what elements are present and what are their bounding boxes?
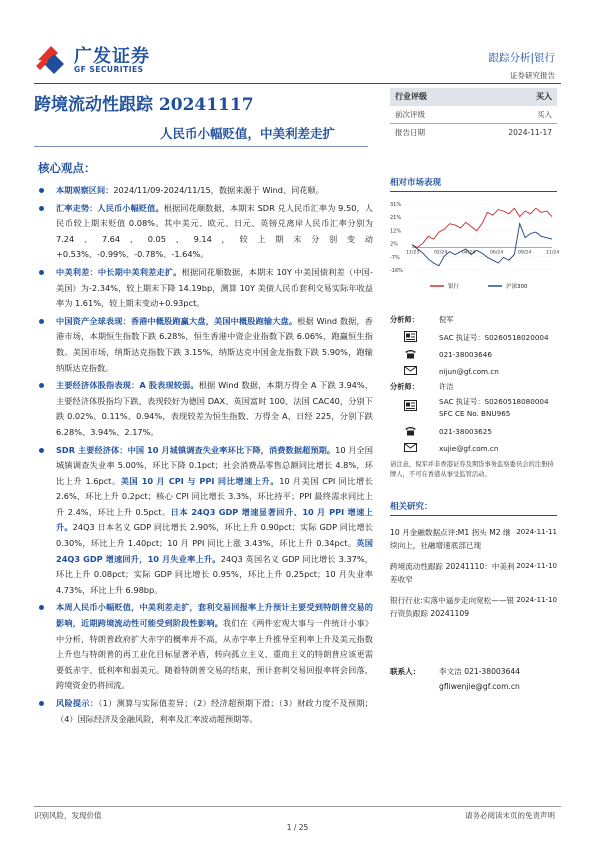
contact-role: 联系人： <box>390 667 421 676</box>
item-text: 24Q3 日本名义 GDP 同比增长 2.90%，环比上升 0.90pct；实际 GDP 同比增长 0.30%，环比上升 1.40pct；10 月 PPI 同比上涨 3.43%，环比上升 0.34pct。 <box>56 522 373 549</box>
analyst-name: 许洁 <box>439 382 454 391</box>
market-title: 相对市场表现 <box>390 176 557 192</box>
analyst-email: xujie@gf.com.cn <box>439 444 499 453</box>
item-text: 根据同花顺数据，本期末 10Y 中美国债利差（中国-美国）为-2.34%，较上期末下降 14.19bp，测算 10Y 美债人民币套利交易实际年收益率为 1.61%，较上期末变动+0.93pct。 <box>56 266 373 309</box>
item-head: 本周人民币小幅贬值，中美利差走扩，套利交易回报率上升预计主要受到特朗普交易的影响，近期跨境流动性可能受到阶段性影响。 <box>56 602 373 629</box>
related-title: 相关研究： <box>390 500 557 516</box>
analyst-phone: 021-38003625 <box>439 427 492 436</box>
report-date-row <box>390 124 557 142</box>
related-date: 2024-11-11 <box>516 528 557 536</box>
core-item <box>38 314 373 376</box>
series-line <box>412 208 552 247</box>
item-head: 汇率走势：人民币小幅贬值。 <box>56 202 164 213</box>
related-list <box>390 526 557 620</box>
core-views-title: 核心观点： <box>38 161 96 175</box>
report-date-label: 报告日期 <box>395 128 425 137</box>
legend-label: 沪深300 <box>506 284 528 290</box>
rating-box <box>390 88 557 142</box>
logo-text-cn: 广发证券 <box>74 46 150 67</box>
core-item <box>38 201 373 263</box>
item-text: 根据 Wind 数据，香港市场，本期恒生指数下跌 6.28%，恒生香港中资企业指数下跌 6.06%，跑赢恒生指数。美国市场，纳斯达克指数下跌 3.15%，纳斯达克中国金龙指数下跌 5.90%，跑输纳斯达克指数。 <box>56 315 373 373</box>
core-item <box>38 265 373 312</box>
item-head: 中国资产全球表现：香港中概股跑赢大盘，美国中概股跑输大盘。 <box>56 315 298 326</box>
contact-card <box>390 666 557 691</box>
item-text: 10 月美国 CPI 同比增长 2.6%，环比上升 0.2pct；核心 CPI 同比增长 3.3%，环比持平；PPI 最终需求同比上升 2.4%，环比上升 0.5pct。 <box>56 475 373 517</box>
gf-logo <box>34 40 164 80</box>
related-item[interactable] <box>390 560 557 586</box>
related-item[interactable] <box>390 594 557 620</box>
header-divider <box>34 83 561 84</box>
y-tick-label: 12% <box>390 228 402 235</box>
report-type: 证券研究报告 <box>510 71 555 80</box>
core-item <box>38 600 373 694</box>
item-head: 主要经济体股指表现：A 股表现较弱。 <box>56 380 199 391</box>
footer-divider <box>34 806 561 807</box>
item-head: 美国 10 月 CPI 与 PPI 同比增速上升。 <box>120 475 280 486</box>
core-views <box>38 183 373 729</box>
x-tick-label: 06/24 <box>490 250 504 256</box>
item-text: （1）测算与实际值差异；（2）经济超预期下滑；（3）财政力度不及预期；（4）国际经济及金融风险，利率及汇率波动超预期等。 <box>56 698 373 724</box>
analyst-cert: SAC 执证号：S0260518020004 <box>439 333 549 342</box>
analyst-role: 分析师： <box>390 315 419 324</box>
analyst-cert: SAC 执证号：S0260518080004 <box>439 397 549 406</box>
rating-label: 行业评级 <box>395 92 427 101</box>
footer-disclaimer: 请务必阅读末页的免责声明 <box>465 811 555 820</box>
analyst-email: nijun@gf.com.cn <box>439 367 499 376</box>
y-tick-label: 21% <box>390 215 402 222</box>
rating-value: 买入 <box>536 92 552 101</box>
core-item <box>38 183 373 199</box>
logo-text-en: GF SECURITIES <box>74 65 144 74</box>
gf-logo-icon <box>34 42 68 76</box>
item-text: 10 月全国城镇调查失业率 5.00%，环比下降 0.1pct；社会消费品零售总额同比增长 4.8%，环比上升 1.6pct。 <box>56 444 373 486</box>
item-head: 本期观察区间： <box>56 185 114 195</box>
y-tick-label: 31% <box>390 202 402 208</box>
related-date: 2024-11-10 <box>516 596 557 604</box>
legend-label: 银行 <box>448 284 460 290</box>
x-tick-label: 11/23 <box>406 250 420 256</box>
series-line <box>412 224 552 266</box>
market-chart <box>390 198 560 294</box>
related-text: 银行行业:实落中逼步走向宽松——银行资负跟踪 20241109 <box>390 596 515 618</box>
item-text: 我们在《两件宏观大事与一件统计小事》中分析，特朗普政府扩大赤字的概率并不高，从赤字率上升推导至利率上升及美元指数上升也与特朗普的再工业化目标显著矛盾，转向孤立主义、重商主义的特朗普应该更需要低赤字、低利率和弱美元。随着特朗普交易的结束，预计套利交易回报率将会回落，跨境资金仍将回流。 <box>56 618 373 691</box>
item-text: 根据 Wind 数据，本期万得全 A 下跌 3.94%，主要经济体股指均下跌，表现较好为德国 DAX、英国富时 100、法国 CAC40，分别下跌 0.02%、0.11%、0.94%，表现较差为恒生指数、万得全 A、日经 225，分别下跌 6.28%、3.94%、2.17%。 <box>56 380 374 437</box>
analyst-role: 分析师： <box>390 382 419 391</box>
prev-rating-label: 前次评级 <box>395 110 425 119</box>
analyst-phone: 021-38003646 <box>439 350 492 359</box>
y-tick-label: 2% <box>390 241 398 248</box>
report-date-value: 2024-11-17 <box>508 128 552 137</box>
item-head: 日本 24Q3 GDP 增速显著回升、10 月 PPI 增速上升。 <box>56 506 373 533</box>
x-tick-label: 02/24 <box>434 250 448 256</box>
x-tick-label: 04/24 <box>462 250 476 256</box>
item-text: 根据同花顺数据，本期末 SDR 兑人民币汇率为 9.50，人民币较上期末贬值 0.08%。其中美元、欧元、日元、英镑兑离岸人民币汇率分别为 7.24、7.64、0.05、9.14，较上期末分别变动+0.53%、-0.99%、-0.78%、-1.64%。 <box>56 202 373 260</box>
related-text: 10 月金融数据点评:M1 拐头 M2 继续向上，社融增速底部已现 <box>390 528 511 550</box>
item-head: SDR 主要经济体：中国 10 月城镇调查失业率环比下降，消费数据超预期。 <box>56 444 336 455</box>
prev-rating-row <box>390 106 557 124</box>
report-subtitle: 人民币小幅贬值，中美利差走扩 <box>160 126 336 141</box>
y-tick-label: -16% <box>390 268 403 274</box>
y-tick-label: -7% <box>390 254 400 261</box>
report-title: 跨境流动性跟踪 20241117 <box>34 95 254 115</box>
contact-name-phone: 李文洁 021-38003644 <box>439 667 521 676</box>
page-number: 1 / 25 <box>286 823 309 832</box>
core-item <box>38 443 373 599</box>
item-head: 中美利差：中长期中美利差走扩。 <box>56 266 182 277</box>
rating-header <box>390 88 557 106</box>
title-divider <box>34 146 368 147</box>
item-head: 风险提示： <box>56 698 99 708</box>
related-text: 跨境流动性跟踪 20241110：中美利差收窄 <box>390 562 515 584</box>
header-tags <box>488 50 555 81</box>
related-date: 2024-11-10 <box>516 562 557 570</box>
item-text: 24Q3 英国名义 GDP 同比增长 3.37%，环比上升 0.08pct；实际 GDP 同比增长 0.95%，环比上升 0.25pct；10 月失业率 4.73%，环比上升 6.98bp。 <box>56 553 373 595</box>
industry-tag: 跟踪分析|银行 <box>488 52 555 64</box>
prev-rating-value: 买入 <box>537 110 552 119</box>
related-item[interactable] <box>390 526 557 552</box>
footer-slogan: 识别风险，发现价值 <box>34 811 102 820</box>
x-tick-label: 11/24 <box>546 250 560 256</box>
item-head: 英国 24Q3 GDP 增速回升，10 月失业率上升。 <box>56 538 373 564</box>
analyst-ce-no: SFC CE No. BNU965 <box>439 409 511 418</box>
item-text: 2024/11/09-2024/11/15，数据来源于 Wind、同花顺。 <box>113 185 324 195</box>
disclaimer: 请注意，倪军并非香港证券及期货事务监察委员会的注册持牌人，不可在香港从事受监管活动。 <box>390 461 554 478</box>
core-item <box>38 378 373 440</box>
x-tick-label: 09/24 <box>518 250 532 256</box>
contact-email: gfliwenjie@gf.com.cn <box>439 682 520 691</box>
core-item <box>38 696 373 727</box>
analyst-name: 倪军 <box>439 315 454 324</box>
